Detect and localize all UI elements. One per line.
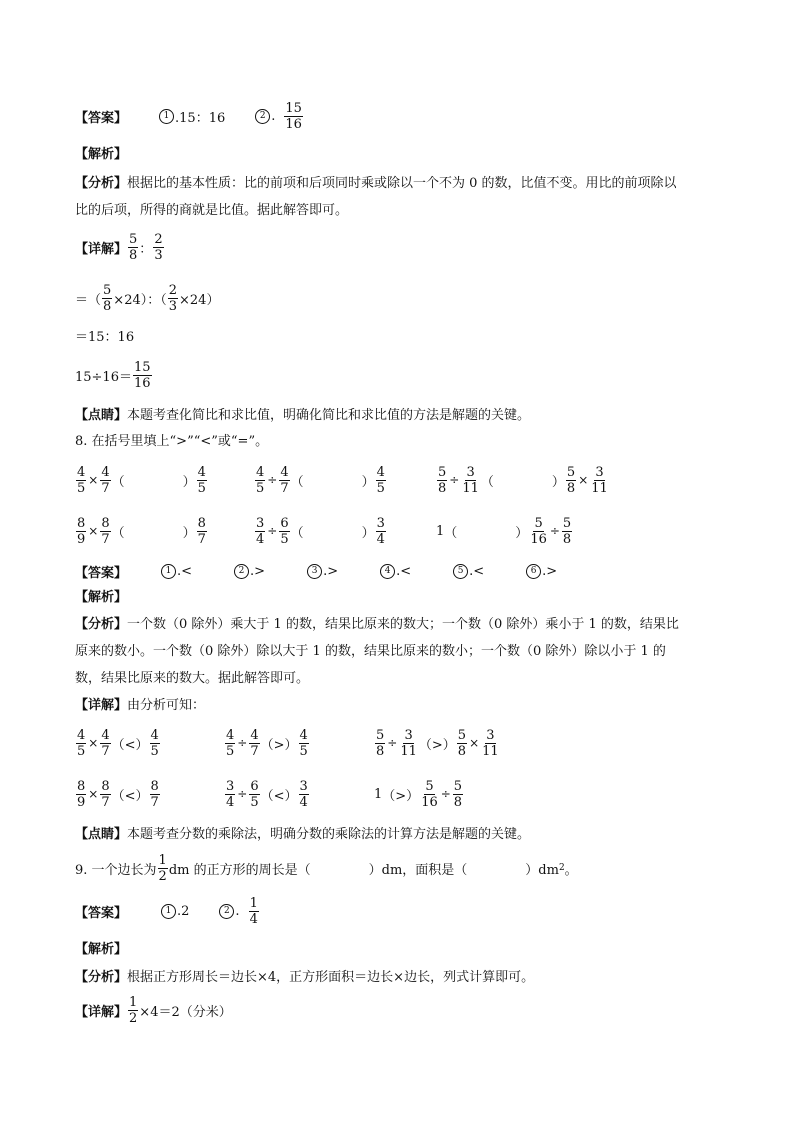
fraction: $\frac{1}{2}$	[158, 852, 167, 884]
problem-row: $\frac{5}{8}$ ÷ $\frac{3}{11}$ （ ） $\frac{5}{8}$ × $\frac{3}{11}$	[438, 464, 608, 496]
fenxi-tag: 【分析】	[75, 176, 128, 191]
xiangjie-tag: 【详解】	[75, 1004, 128, 1020]
circled-number: 1	[159, 109, 174, 124]
dianjing-text: 本题考查化简比和求比值，明确化简比和求比值的方法是解题的关键。	[127, 408, 531, 423]
dianjing-tag: 【点睛】	[75, 408, 128, 423]
question-title: 8. 在括号里填上“>”“<”或“=”。	[75, 434, 269, 449]
problem-row: $\frac{4}{5}$ × $\frac{4}{7}$ （ ） $\frac{4}{5}$	[77, 464, 206, 496]
fraction: $\frac{5}{8}$	[103, 282, 112, 314]
fenxi-text: 根据比的基本性质：比的前项和后项同时乘或除以一个不为 0 的数，比值不变。用比的前项除以	[127, 176, 677, 191]
solution-symbol: （>）	[382, 788, 420, 804]
problem-row: $\frac{4}{5}$ ÷ $\frac{4}{7}$ （ ） $\frac{4}{5}$	[256, 464, 385, 496]
step-text: ×24）：（	[113, 292, 167, 308]
fenxi-line: 原来的数小。一个数（0 除外）除以大于 1 的数，结果比原来的数小；一个数（0 除外）除以小于 1 的	[75, 644, 666, 659]
fenxi-line: 比的后项，所得的商就是比值。据此解答即可。	[75, 203, 349, 218]
solution-symbol: （<）	[111, 737, 149, 753]
problem-row: $\frac{3}{4}$ ÷ $\frac{6}{5}$ （ ） $\frac{3}{4}$	[256, 515, 385, 547]
solution-row: $\frac{4}{5}$ × $\frac{4}{7}$ （<） $\frac{4}{5}$	[77, 727, 159, 759]
solution-symbol: （>）	[418, 737, 456, 753]
xiangjie-row	[75, 227, 165, 267]
step-text: ＝15：16	[75, 330, 135, 345]
answer-fraction: $\frac{1}{4}$	[249, 895, 258, 927]
fraction: $\frac{2}{3}$	[154, 231, 163, 263]
fenxi-text: 一个数（0 除外）乘大于 1 的数，结果比原来的数大；一个数（0 除外）乘小于 1 的数，结果比	[127, 617, 679, 632]
circled-number: 2	[255, 109, 270, 124]
answer-tag: 【答案】	[75, 110, 128, 126]
step-text: ×24）	[179, 292, 220, 308]
solution-symbol: （<）	[260, 788, 298, 804]
fenxi-line	[75, 616, 679, 634]
solution-row: $\frac{8}{9}$ × $\frac{8}{7}$ （<） $\frac{8}{7}$	[77, 778, 159, 810]
fenxi-line	[75, 175, 677, 193]
analysis-heading: 【解析】	[75, 590, 128, 605]
analysis-heading: 【解析】	[75, 942, 128, 957]
step-text: ＝（	[75, 292, 102, 308]
fraction: $\frac{15}{16}$	[133, 359, 151, 391]
solution-row: 1 （>） $\frac{5}{16}$ ÷ $\frac{5}{8}$	[374, 778, 463, 810]
solution-row: $\frac{5}{8}$ ÷ $\frac{3}{11}$ （>） $\frac{5}{8}$ × $\frac{3}{11}$	[376, 727, 499, 759]
dianjing-line	[75, 407, 530, 425]
fraction: $\frac{2}{3}$	[168, 282, 178, 314]
dianjing-text: 本题考查分数的乘除法，明确分数的乘除法的计算方法是解题的关键。	[127, 827, 531, 842]
fenxi-text: 根据正方形周长＝边长×4，正方形面积＝边长×边长，列式计算即可。	[127, 970, 535, 985]
step-row	[75, 278, 219, 318]
fenxi-line	[75, 969, 534, 987]
solution-row: $\frac{4}{5}$ ÷ $\frac{4}{7}$ （>） $\frac{4}{5}$	[226, 727, 308, 759]
xiangjie-tag: 【详解】	[75, 241, 128, 257]
solution-symbol: （>）	[260, 737, 298, 753]
fenxi-tag: 【分析】	[75, 970, 128, 985]
question-title: 9. 一个边长为 $\frac{1}{2}$ dm 的正方形的周长是（ ）dm，面积是（ ）dm 2 。	[75, 852, 578, 884]
answer-dot: .	[271, 108, 276, 124]
xiangjie-tag: 【详解】	[75, 698, 128, 713]
step-row	[75, 355, 153, 395]
fenxi-tag: 【分析】	[75, 617, 128, 632]
step-text: 15÷16＝	[75, 369, 132, 385]
problem-row: 1 （ ） $\frac{5}{16}$ ÷ $\frac{5}{8}$	[436, 515, 572, 547]
fraction: $\frac{1}{2}$	[129, 994, 138, 1026]
solution-row: $\frac{3}{4}$ ÷ $\frac{6}{5}$ （<） $\frac{3}{4}$	[226, 778, 308, 810]
q7-answer-row	[75, 96, 304, 136]
analysis-heading: 【解析】	[75, 147, 128, 162]
problem-row: $\frac{8}{9}$ × $\frac{8}{7}$ （ ） $\frac{8}{7}$	[77, 515, 206, 547]
fraction: $\frac{5}{8}$	[129, 231, 138, 263]
answer-fraction: $\frac{15}{16}$	[285, 100, 302, 132]
calc-text: ×4＝2（分米）	[139, 1004, 232, 1020]
answer-value: .15：16	[175, 110, 226, 126]
dianjing-tag: 【点睛】	[75, 827, 128, 842]
q8-answer-row: 【答案】 1 .< 2 .> 3 .> 4 .< 5 .< 6 .>	[75, 563, 558, 581]
solution-symbol: （<）	[111, 788, 149, 804]
q9-answer-row: 【答案】 1 .2 2 . $\frac{1}{4}$	[75, 895, 258, 927]
xiangjie-row	[75, 990, 232, 1030]
answer-tag: 【答案】	[75, 565, 128, 581]
xiangjie-line	[75, 697, 205, 715]
fenxi-line: 数，结果比原来的数大。据此解答即可。	[75, 671, 310, 686]
answer-tag: 【答案】	[75, 905, 128, 921]
dianjing-line	[75, 826, 530, 844]
colon: ：	[139, 241, 153, 257]
xiangjie-text: 由分析可知：	[127, 698, 206, 713]
